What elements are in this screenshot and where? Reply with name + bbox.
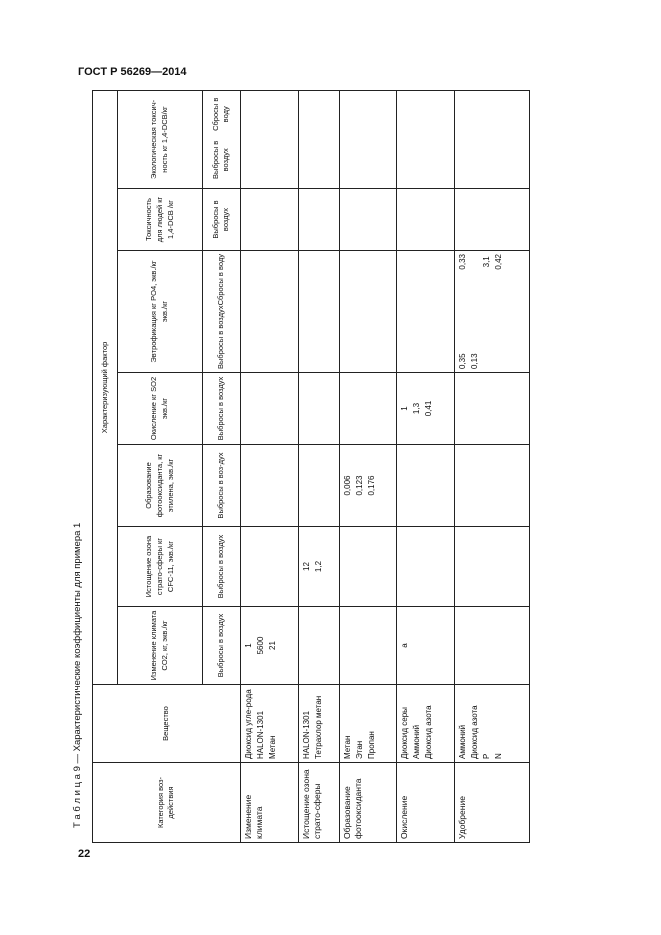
photo-cell (240, 445, 298, 527)
substance-name: Тетрахлор метан (313, 695, 323, 759)
char-factor-header: Характеризующий фактор (93, 90, 118, 684)
climate-subheader: Выбросы в воздух (203, 607, 241, 685)
human-tox-cell (397, 189, 455, 251)
ozone-cell (240, 527, 298, 607)
category-cell: Изменение климата (240, 763, 298, 843)
rotated-table-container (92, 91, 530, 843)
eutro-water-value: 0,33 (458, 254, 468, 270)
eutro-water-value: 0,42 (494, 254, 504, 270)
eutro-cell (240, 251, 298, 373)
ozone-value: 1,2 (313, 560, 323, 573)
photo-cell (397, 445, 455, 527)
acid-subheader: Выбросы в воздух (203, 373, 241, 445)
substance-name: Диоксид угле-рода (243, 689, 253, 759)
category-header: Категория воз-действия (93, 763, 241, 843)
climate-value: 5600 (255, 636, 265, 655)
ozone-cell (298, 527, 339, 607)
human-tox-subheader: Выбросы в воздух (203, 189, 241, 251)
acid-header: Окисление кг SO2 экв./кг (118, 373, 203, 445)
eutro-cell (397, 251, 455, 373)
substance-name: N (494, 753, 504, 759)
eutro-air-value: 0,35 (458, 353, 468, 369)
photo-value: 0,176 (366, 475, 376, 496)
substance-name: Аммоний (412, 724, 422, 759)
substance-name: Диоксид азота (470, 705, 480, 759)
ozone-value: 12 (301, 562, 311, 571)
substance-name: Метан (267, 735, 277, 759)
substance-cell (339, 685, 397, 763)
acid-value: 1 (400, 406, 410, 411)
eutro-air-subheader: Выбросы в воздух (215, 305, 225, 369)
eco-tox-header: Экологическая токсич-ность кг 1,4-DCB/кг (118, 90, 203, 188)
acid-cell (397, 373, 455, 445)
page-number: 22 (78, 848, 91, 860)
table-row (240, 90, 298, 842)
photo-cell (298, 445, 339, 527)
climate-cell (339, 607, 397, 685)
photo-header: Образование фотооксиданта, кг этилена, экв./кг (118, 445, 203, 527)
eutro-water-subheader: Сбросы в воду (215, 254, 225, 306)
substance-name: Аммоний (458, 724, 468, 759)
climate-cell (455, 607, 530, 685)
eco-air-subheader: Выбросы в воздух (210, 140, 231, 179)
table-body (240, 90, 529, 842)
substance-name: Этан (354, 740, 364, 759)
substance-header: Вещество (93, 685, 241, 763)
climate-value: 21 (267, 641, 277, 650)
acid-cell (339, 373, 397, 445)
table-row (339, 90, 397, 842)
climate-header: Изменение климата CO2, кг, экв./кг (118, 607, 203, 685)
human-tox-cell (339, 189, 397, 251)
eco-tox-cell (240, 90, 298, 188)
eco-tox-cell (455, 90, 530, 188)
photo-cell (339, 445, 397, 527)
eutro-water-value: 3,1 (482, 256, 492, 268)
substance-name: Пропан (366, 731, 376, 759)
photo-cell (455, 445, 530, 527)
table-row (298, 90, 339, 842)
climate-cell (298, 607, 339, 685)
eutro-cell (455, 251, 530, 373)
eutro-cell (298, 251, 339, 373)
acid-cell (298, 373, 339, 445)
climate-value: a (400, 643, 410, 648)
photo-value: 0,006 (342, 475, 352, 496)
category-cell: Образование фотооксиданта (339, 763, 397, 843)
substance-name: P (482, 753, 492, 759)
substance-name: HALON-1301 (255, 710, 265, 759)
substance-cell (240, 685, 298, 763)
table-row (397, 90, 455, 842)
category-cell: Удобрение (455, 763, 530, 843)
eco-tox-cell (298, 90, 339, 188)
category-cell: Истощение озона страто-сферы (298, 763, 339, 843)
photo-subheader: Выбросы в воз-дух (203, 445, 241, 527)
ozone-cell (397, 527, 455, 607)
ozone-cell (455, 527, 530, 607)
substance-name: Диоксид серы (400, 707, 410, 759)
acid-cell (455, 373, 530, 445)
table-row (455, 90, 530, 842)
photo-value: 0,123 (354, 475, 364, 496)
eutro-cell (339, 251, 397, 373)
substance-name: Диоксид азота (424, 705, 434, 759)
eutro-water-value (469, 254, 481, 270)
table-caption: Т а б л и ц а 9 — Характеристические коэффициенты для примера 1 (72, 522, 83, 828)
eco-tox-cell (339, 90, 397, 188)
ozone-cell (339, 527, 397, 607)
eco-water-subheader: Сбросы в воду (210, 97, 231, 131)
substance-name: Метан (342, 735, 352, 759)
ozone-header: Истощение озона страто-сферы кг CFC-11, экв./кг (118, 527, 203, 607)
substance-name: HALON-1301 (301, 710, 311, 759)
coefficients-table (92, 90, 530, 843)
climate-cell (397, 607, 455, 685)
human-tox-cell (298, 189, 339, 251)
acid-value: 0,41 (424, 400, 434, 417)
eco-tox-cell (397, 90, 455, 188)
substance-cell (455, 685, 530, 763)
human-tox-header: Токсичность для людей кг 1,4-DCB /кг (118, 189, 203, 251)
climate-cell (240, 607, 298, 685)
human-tox-cell (455, 189, 530, 251)
eutro-air-value (481, 353, 493, 369)
climate-value: 1 (243, 643, 253, 648)
human-tox-cell (240, 189, 298, 251)
document-header: ГОСТ Р 56269—2014 (78, 66, 187, 78)
substance-cell (397, 685, 455, 763)
acid-value: 1,3 (412, 402, 422, 415)
category-cell: Окисление (397, 763, 455, 843)
acid-cell (240, 373, 298, 445)
eutro-header: Эвтрофикация кг PO4, экв./кг экв./кг (118, 251, 203, 373)
ozone-subheader: Выбросы в воздух (203, 527, 241, 607)
eutro-air-value: 0,13 (470, 353, 480, 369)
substance-cell (298, 685, 339, 763)
eutro-air-value (493, 353, 505, 369)
